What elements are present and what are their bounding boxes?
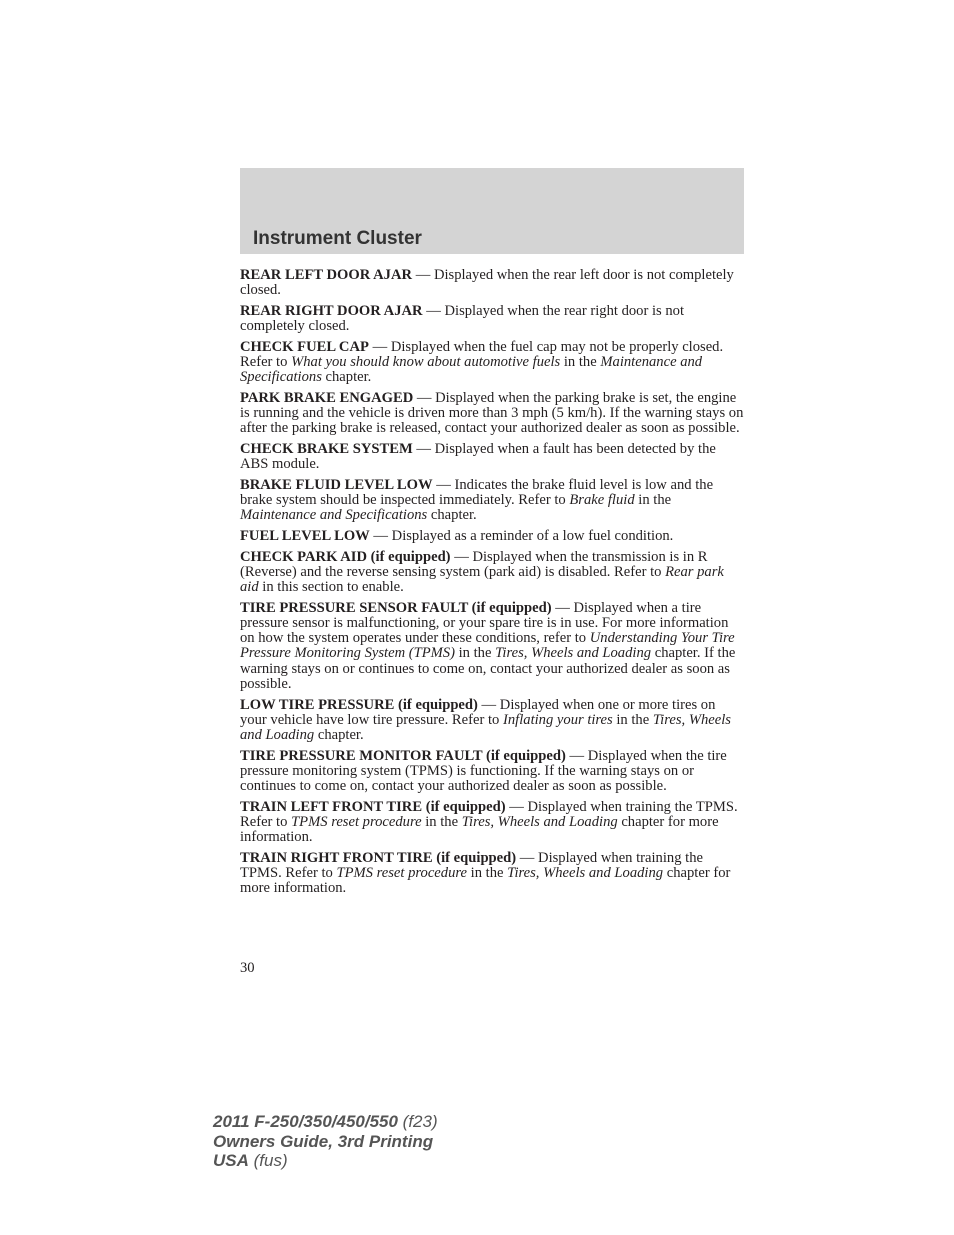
warning-description: chapter for more information. xyxy=(240,865,731,897)
warning-description: in the xyxy=(560,354,601,371)
cross-reference: Inflating your tires xyxy=(503,711,613,728)
warning-description: chapter. xyxy=(314,726,364,743)
cross-reference: What you should know about automotive fuels xyxy=(291,354,561,371)
cross-reference: Tires, Wheels and Loading xyxy=(507,865,664,882)
cross-reference: Maintenance and Specifications xyxy=(240,507,428,524)
body-text xyxy=(240,268,744,902)
warning-description: — Displayed when training the TPMS. Refer to xyxy=(240,798,738,830)
footer xyxy=(213,1112,438,1171)
warning-term: BRAKE FLUID LEVEL LOW xyxy=(240,476,433,493)
warning-term: PARK BRAKE ENGAGED xyxy=(240,389,414,406)
cross-reference: Tires, Wheels and Loading xyxy=(240,711,731,743)
warning-term: LOW TIRE PRESSURE (if equipped) xyxy=(240,696,478,713)
warning-description: in the xyxy=(634,492,672,509)
warning-term: REAR RIGHT DOOR AJAR xyxy=(240,302,423,319)
warning-entry xyxy=(240,529,744,544)
warning-description: in the xyxy=(467,865,508,882)
warning-entry xyxy=(240,478,744,524)
warning-description: — Displayed when the transmission is in R (Reverse) and the reverse sensing system (park aid) is disabled. Refer to xyxy=(240,548,708,580)
warning-term: TRAIN LEFT FRONT TIRE (if equipped) xyxy=(240,798,506,815)
footer-region: USA xyxy=(213,1151,249,1170)
page-number: 30 xyxy=(240,960,255,976)
warning-entry xyxy=(240,268,744,298)
warning-description: — Displayed when one or more tires on your vehicle have low tire pressure. Refer to xyxy=(240,696,716,728)
warning-description: in the xyxy=(454,645,496,662)
footer-region-code: (fus) xyxy=(248,1151,288,1170)
footer-line-guide xyxy=(213,1132,438,1152)
warning-description: in the xyxy=(612,711,653,728)
warning-term: CHECK PARK AID (if equipped) xyxy=(240,548,451,565)
footer-model: 2011 F-250/350/450/550 xyxy=(213,1112,398,1131)
warning-term: TRAIN RIGHT FRONT TIRE (if equipped) xyxy=(240,849,517,866)
warning-term: CHECK FUEL CAP xyxy=(240,338,369,355)
cross-reference: Maintenance and Specifications xyxy=(240,354,703,386)
warning-entry xyxy=(240,304,744,334)
section-title: Instrument Cluster xyxy=(253,228,422,249)
warning-term: TIRE PRESSURE SENSOR FAULT (if equipped) xyxy=(240,599,552,616)
footer-line-region xyxy=(213,1151,438,1171)
warning-description: — Displayed when training the TPMS. Refer to xyxy=(240,849,703,882)
footer-model-code: (f23) xyxy=(397,1112,438,1131)
cross-reference: Understanding Your Tire Pressure Monitoring System (TPMS) xyxy=(240,630,735,662)
warning-entry xyxy=(240,340,744,386)
warning-description: chapter. xyxy=(321,369,372,386)
warning-entry xyxy=(240,601,744,692)
warning-description: in the xyxy=(421,814,462,830)
warning-description: — Displayed when the fuel cap may not be properly closed. Refer to xyxy=(240,338,724,371)
cross-reference: Tires, Wheels and Loading xyxy=(461,814,618,830)
warning-description: chapter. xyxy=(427,507,477,524)
warning-description: — Displayed as a reminder of a low fuel condition. xyxy=(369,528,674,545)
cross-reference: TPMS reset procedure xyxy=(336,865,467,882)
warning-description: — Displayed when the rear left door is not completely closed. xyxy=(240,267,734,299)
footer-guide: Owners Guide, 3rd Printing xyxy=(213,1131,434,1151)
warning-description: — Displayed when a tire pressure sensor is malfunctioning, or your spare tire is in use. For more information on how the system operates under these conditions, refer to xyxy=(240,599,729,647)
warning-term: FUEL LEVEL LOW xyxy=(240,528,370,545)
warning-term: CHECK BRAKE SYSTEM xyxy=(240,441,413,458)
cross-reference: Rear park aid xyxy=(240,563,724,596)
warning-entry xyxy=(240,851,744,897)
warning-entry xyxy=(240,800,744,846)
warning-description: — Displayed when the parking brake is set, the engine is running and the vehicle is driven more than 3 mph (5 km/h). If the warning stays on after the parking brake is released, contact your authorized dealer as soon as possible. xyxy=(240,389,744,437)
warning-description: in this section to enable. xyxy=(258,579,404,596)
cross-reference: TPMS reset procedure xyxy=(291,814,422,830)
footer-line-model xyxy=(213,1112,438,1132)
warning-entry xyxy=(240,550,744,596)
warning-description: — Displayed when a fault has been detected by the ABS module. xyxy=(240,441,716,473)
warning-description: — Indicates the brake fluid level is low and the brake system should be inspected immediately. Refer to xyxy=(240,476,714,509)
warning-term: TIRE PRESSURE MONITOR FAULT (if equipped) xyxy=(240,747,566,764)
warning-entry xyxy=(240,749,744,795)
warning-entry xyxy=(240,391,744,437)
cross-reference: Tires, Wheels and Loading xyxy=(495,645,652,662)
warning-description: chapter. If the warning stays on or continues to come on, contact your authorized dealer as soon as possible. xyxy=(240,645,736,692)
warning-entry xyxy=(240,698,744,744)
warning-description: — Displayed when the rear right door is not completely closed. xyxy=(240,302,685,335)
warning-description: — Displayed when the tire pressure monitoring system (TPMS) is functioning. If the warning stays on or continues to come on, contact your authorized dealer as soon as possible. xyxy=(240,747,727,795)
cross-reference: Brake fluid xyxy=(569,492,635,509)
warning-entry xyxy=(240,442,744,472)
warning-term: REAR LEFT DOOR AJAR xyxy=(240,267,413,283)
warning-description: chapter for more information. xyxy=(240,814,719,846)
